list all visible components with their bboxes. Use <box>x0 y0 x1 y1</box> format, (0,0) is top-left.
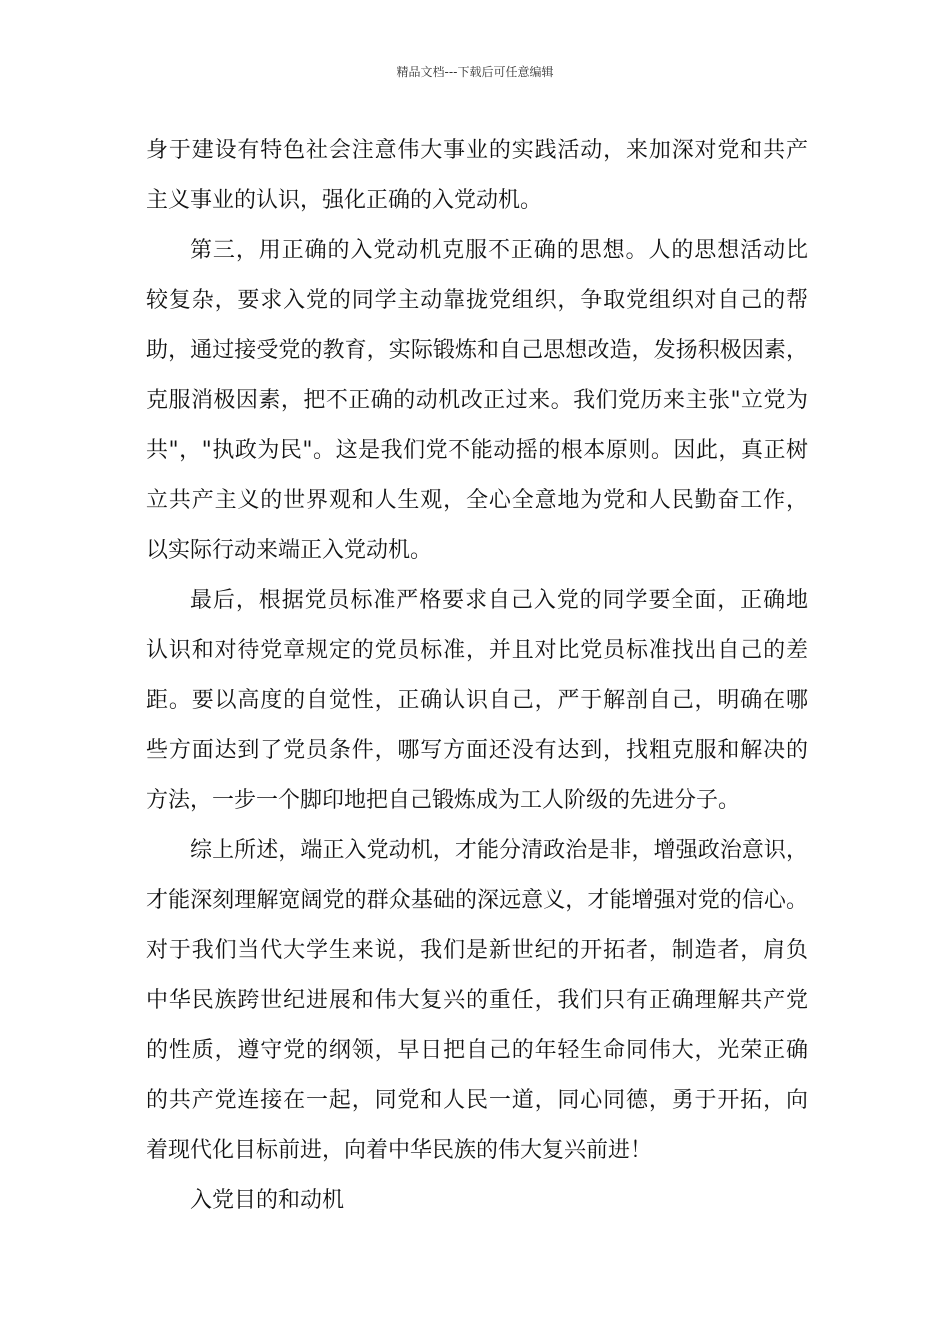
paragraph-line: 以实际行动来端正入党动机。 <box>146 538 433 563</box>
paragraph-line: 最后，根据党员标准严格要求自己入党的同学要全面，正确地 <box>190 588 808 613</box>
paragraph <box>146 576 808 826</box>
paragraph <box>146 226 808 576</box>
paragraph-line: 的共产党连接在一起，同党和人民一道，同心同德，勇于开拓，向 <box>146 1088 808 1113</box>
paragraph-line: 对于我们当代大学生来说，我们是新世纪的开拓者，制造者，肩负 <box>146 938 808 963</box>
paragraph-line: 第三，用正确的入党动机克服不正确的思想。人的思想活动比 <box>190 238 808 263</box>
page-header: 精品文档---下载后可任意编辑 <box>396 65 554 79</box>
paragraph-line: 些方面达到了党员条件，哪写方面还没有达到，找粗克服和解决的 <box>146 738 808 763</box>
paragraph-line: 着现代化目标前进，向着中华民族的伟大复兴前进！ <box>146 1138 653 1163</box>
paragraph-line: 的性质，遵守党的纲领，早日把自己的年轻生命同伟大，光荣正确 <box>146 1038 808 1063</box>
paragraph-line: 方法，一步一个脚印地把自己锻炼成为工人阶级的先进分子。 <box>146 788 741 813</box>
paragraph-line: 中华民族跨世纪进展和伟大复兴的重任，我们只有正确理解共产党 <box>146 988 808 1013</box>
paragraph-line: 克服消极因素，把不正确的动机改正过来。我们党历来主张"立党为 <box>146 388 808 413</box>
paragraph-line: 助，通过接受党的教育，实际锻炼和自己思想改造，发扬积极因素， <box>146 338 808 363</box>
paragraph-line: 主义事业的认识，强化正确的入党动机。 <box>146 188 543 213</box>
paragraph-line: 身于建设有特色社会注意伟大事业的实践活动，来加深对党和共产 <box>146 138 808 163</box>
paragraph-line: 距。要以高度的自觉性，正确认识自己，严于解剖自己，明确在哪 <box>146 688 808 713</box>
paragraph-line: 综上所述，端正入党动机，才能分清政治是非，增强政治意识， <box>190 838 808 863</box>
paragraph <box>146 126 808 226</box>
paragraph-line: 入党目的和动机 <box>190 1188 345 1213</box>
paragraph <box>146 1176 808 1226</box>
paragraph <box>146 826 808 1176</box>
paragraph-line: 共"，"执政为民"。这是我们党不能动摇的根本原则。因此，真正树 <box>146 438 808 463</box>
paragraph-line: 立共产主义的世界观和人生观，全心全意地为党和人民勤奋工作， <box>146 488 808 513</box>
document-body <box>146 126 808 1226</box>
paragraph-line: 较复杂，要求入党的同学主动靠拢党组织，争取党组织对自己的帮 <box>146 288 808 313</box>
paragraph-line: 认识和对待党章规定的党员标准，并且对比党员标准找出自己的差 <box>146 638 808 663</box>
paragraph-line: 才能深刻理解宽阔党的群众基础的深远意义，才能增强对党的信心。 <box>146 888 808 913</box>
